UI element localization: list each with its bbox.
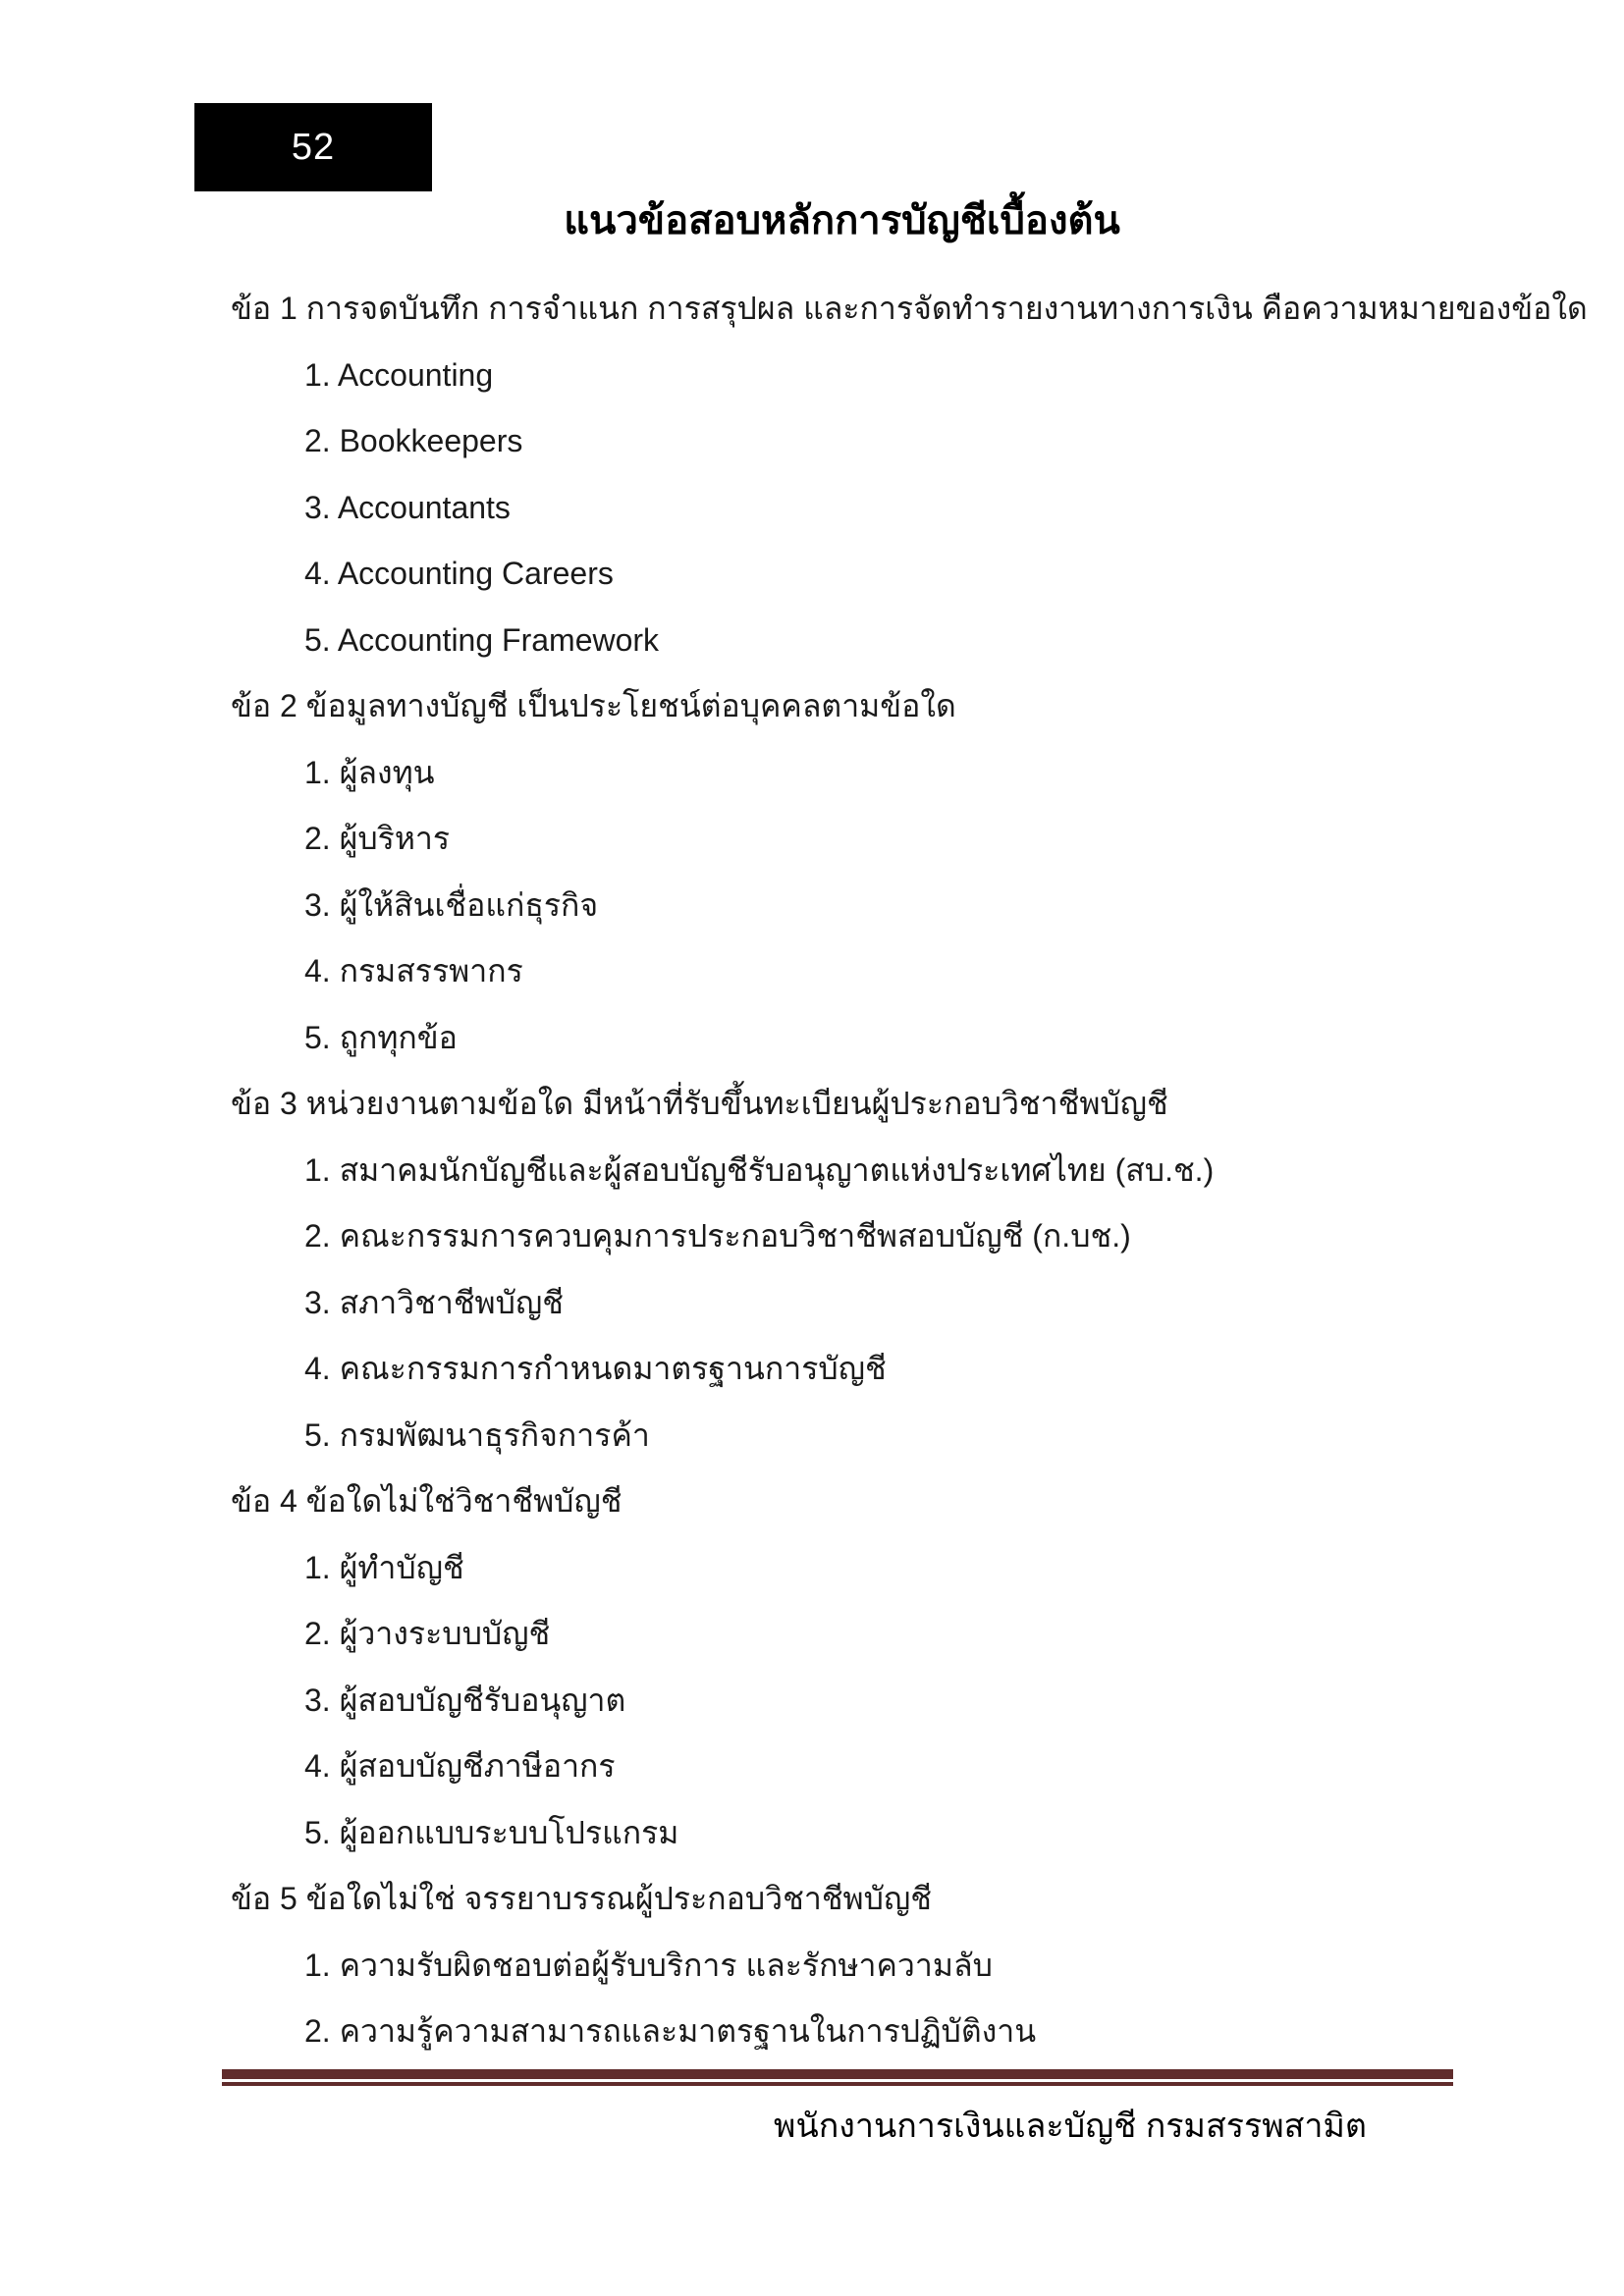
question-option: 2. ผู้บริหาร <box>304 821 451 857</box>
question-option: 1. สมาคมนักบัญชีและผู้สอบบัญชีรับอนุญาตแห่งประเทศไทย (สบ.ช.) <box>304 1151 1215 1188</box>
question-option: 3. Accountants <box>304 489 511 525</box>
question-option: 1. ผู้ทำบัญชี <box>304 1549 464 1585</box>
page-title: แนวข้อสอบหลักการบัญชีเบื้องต้น <box>564 199 1120 242</box>
question-list <box>231 276 1588 2065</box>
question-block <box>231 276 1588 673</box>
question-option: 1. ความรับผิดชอบต่อผู้รับบริการ และรักษาความลับ <box>304 1947 993 1983</box>
footer-text: พนักงานการเงินและบัญชี กรมสรรพสามิต <box>774 2108 1367 2145</box>
question-text: ข้อ 1 การจดบันทึก การจำแนก การสรุปผล และการจัดทำรายงานทางการเงิน คือความหมายของข้อใด <box>231 291 1588 327</box>
page-number: 52 <box>291 126 336 168</box>
page-number-badge <box>194 103 432 191</box>
question-option: 2. Bookkeepers <box>304 423 523 459</box>
question-option: 5. ถูกทุกข้อ <box>304 1019 458 1055</box>
question-option: 4. Accounting Careers <box>304 556 614 592</box>
footer-rule-thin <box>222 2082 1453 2086</box>
question-option: 5. ผู้ออกแบบระบบโปรแกรม <box>304 1814 679 1850</box>
question-option: 4. ผู้สอบบัญชีภาษีอากร <box>304 1748 616 1785</box>
question-text: ข้อ 4 ข้อใดไม่ใช่วิชาชีพบัญชี <box>231 1483 623 1520</box>
question-option: 3. สภาวิชาชีพบัญชี <box>304 1284 564 1320</box>
question-block <box>231 1468 1507 1866</box>
question-block <box>231 1071 1507 1468</box>
question-option: 4. คณะกรรมการกำหนดมาตรฐานการบัญชี <box>304 1351 887 1387</box>
question-option: 3. ผู้ให้สินเชื่อแก่ธุรกิจ <box>304 886 599 923</box>
question-option: 5. กรมพัฒนาธุรกิจการค้า <box>304 1416 650 1453</box>
question-text: ข้อ 3 หน่วยงานตามข้อใด มีหน้าที่รับขึ้นทะเบียนผู้ประกอบวิชาชีพบัญชี <box>231 1086 1168 1122</box>
question-block <box>231 1866 1507 2065</box>
footer-rule-thick <box>222 2069 1453 2079</box>
question-block <box>231 673 1507 1071</box>
question-option: 1. ผู้ลงทุน <box>304 754 435 790</box>
question-option: 5. Accounting Framework <box>304 621 660 658</box>
question-option: 2. ผู้วางระบบบัญชี <box>304 1616 551 1652</box>
question-option: 4. กรมสรรพากร <box>304 953 523 989</box>
question-option: 2. คณะกรรมการควบคุมการประกอบวิชาชีพสอบบัญชี (ก.บช.) <box>304 1218 1131 1255</box>
question-text: ข้อ 2 ข้อมูลทางบัญชี เป็นประโยชน์ต่อบุคคลตามข้อใด <box>231 688 956 724</box>
question-text: ข้อ 5 ข้อใดไม่ใช่ จรรยาบรรณผู้ประกอบวิชาชีพบัญชี <box>231 1881 932 1917</box>
question-option: 1. Accounting <box>304 356 494 393</box>
question-option: 2. ความรู้ความสามารถและมาตรฐานในการปฏิบัติงาน <box>304 2013 1037 2050</box>
question-option: 3. ผู้สอบบัญชีรับอนุญาต <box>304 1682 626 1718</box>
